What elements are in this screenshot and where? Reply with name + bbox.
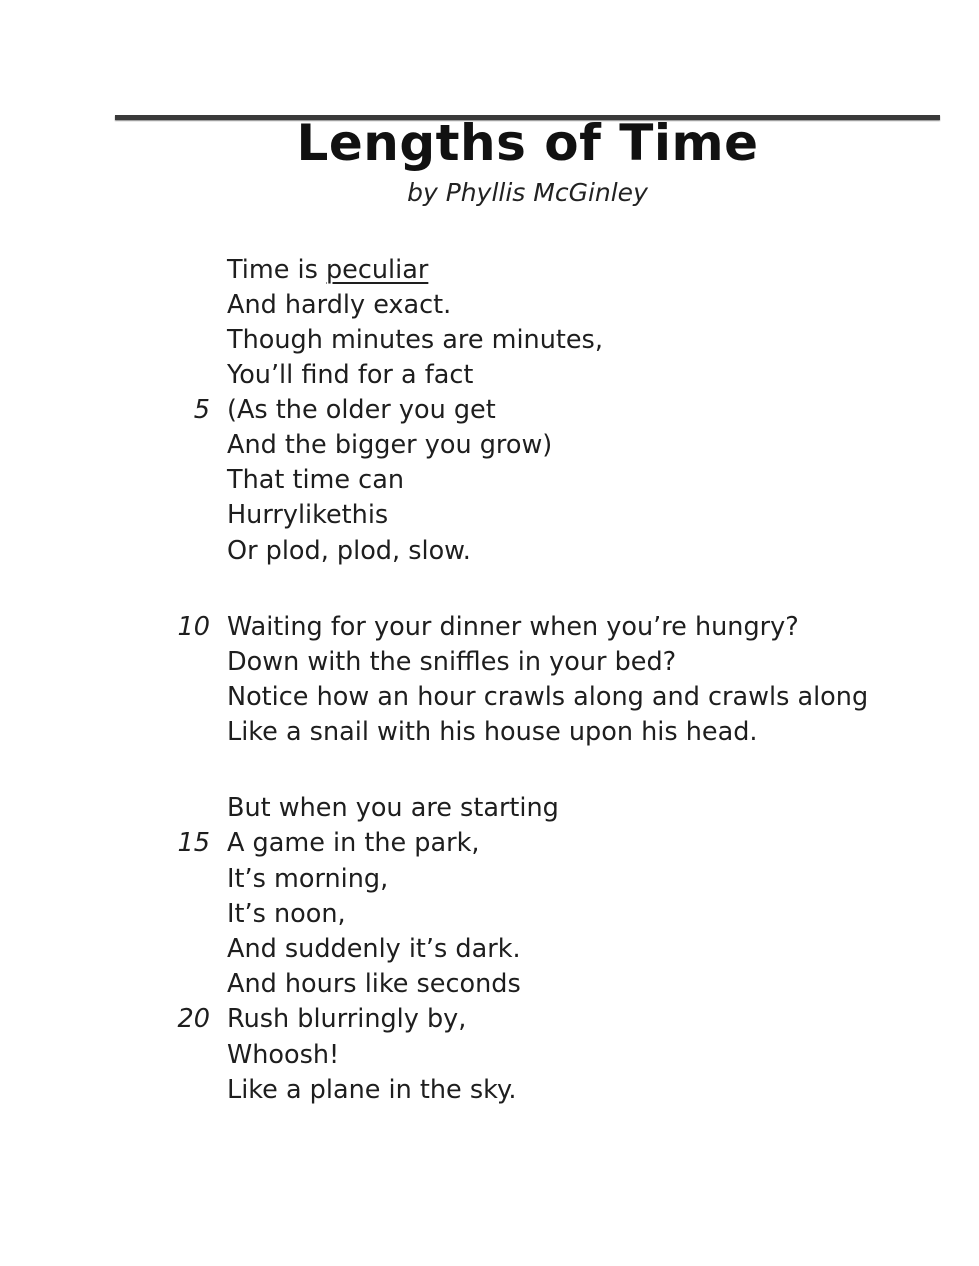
underlined-word: peculiar — [326, 255, 429, 285]
poem-line-19: And hours like seconds — [227, 969, 521, 999]
poem-line-12: Notice how an hour crawls along and crawls along — [227, 682, 869, 712]
poem-line-10: Waiting for your dinner when you’re hungry? — [227, 612, 799, 642]
line-number-10: 10 — [177, 612, 210, 642]
poem-line-13: Like a snail with his house upon his head. — [227, 717, 758, 747]
poem-byline: by Phyllis McGinley — [407, 178, 648, 207]
poem-line-14: But when you are starting — [227, 793, 559, 823]
poem-line-7: That time can — [227, 465, 404, 495]
poem-line-16: It’s morning, — [227, 864, 389, 894]
poem-title: Lengths of Time — [296, 114, 759, 172]
poem-line-8: Hurrylikethis — [227, 500, 389, 530]
poem-line-2: And hardly exact. — [227, 290, 452, 320]
line-number-20: 20 — [177, 1004, 210, 1034]
poem-line-21: Whoosh! — [227, 1040, 340, 1070]
poem-line-3: Though minutes are minutes, — [227, 325, 603, 355]
poem-line-17: It’s noon, — [227, 899, 346, 929]
poem-line-6: And the bigger you grow) — [227, 430, 553, 460]
line-number-5: 5 — [193, 395, 210, 425]
poem-line-11: Down with the sniffles in your bed? — [227, 647, 677, 677]
poem-line-15: A game in the park, — [227, 828, 480, 858]
poem-line-4: You’ll find for a fact — [227, 360, 474, 390]
line-number-15: 15 — [177, 828, 210, 858]
poem-line-18: And suddenly it’s dark. — [227, 934, 521, 964]
poem-line-9: Or plod, plod, slow. — [227, 536, 471, 566]
poem-line-20: Rush blurringly by, — [227, 1004, 467, 1034]
poem-line-22: Like a plane in the sky. — [227, 1075, 517, 1105]
poem-line-5: (As the older you get — [227, 395, 496, 425]
line-1-text: Time is — [227, 255, 326, 285]
poem-line-1 — [227, 253, 428, 288]
